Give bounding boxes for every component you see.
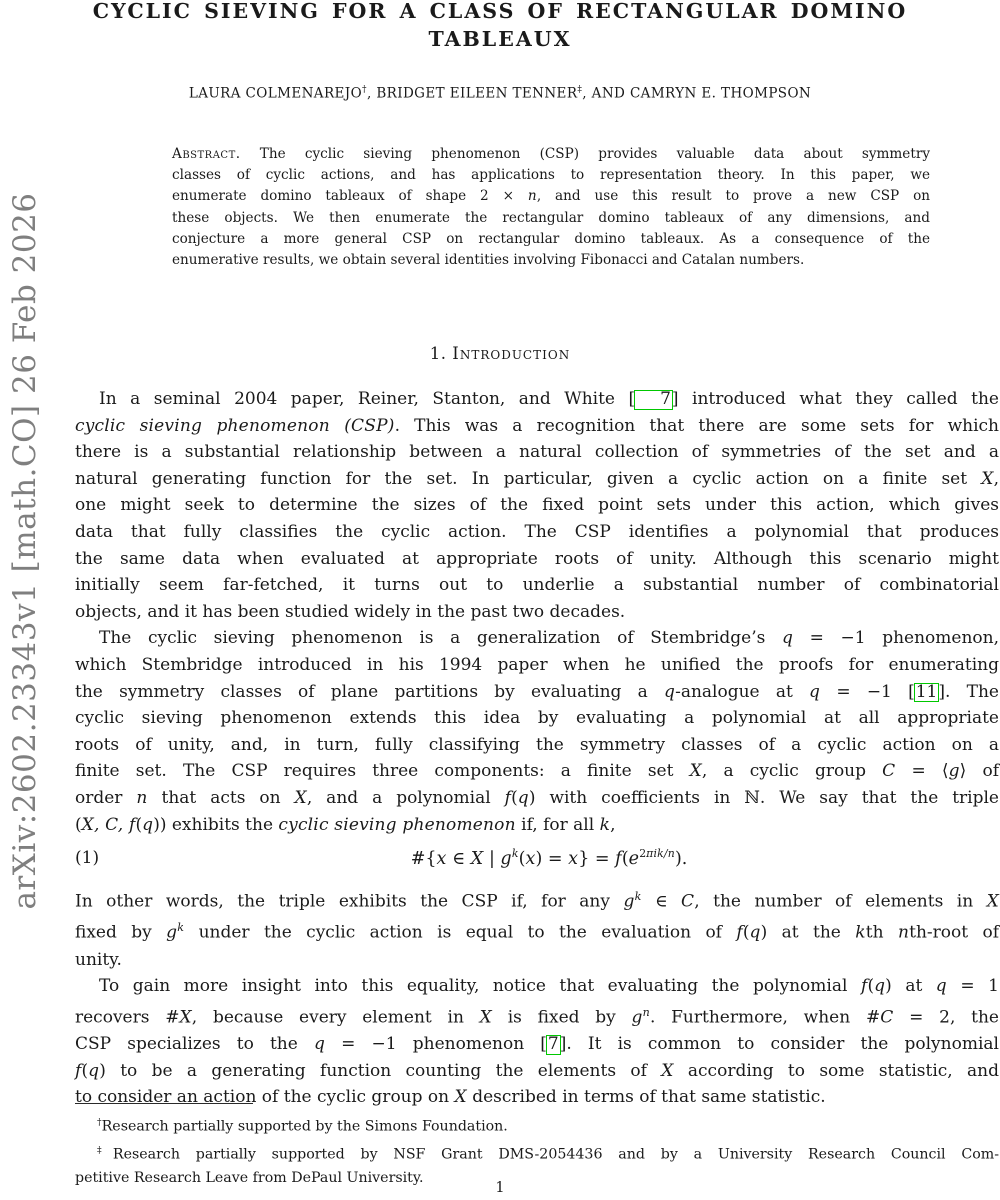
abstract-line: enumerative results, we obtain several identities involving Fibonacci and Catalan numbers.	[172, 252, 805, 269]
equation-1	[75, 843, 999, 872]
text-line: objects, and it has been studied widely in the past two decades.	[75, 601, 626, 622]
page-number: 1	[495, 1180, 505, 1196]
paragraph-4	[75, 973, 999, 1111]
text-line: initially seem far-fetched, it turns out to underlie a substantial number of combinatorial	[75, 575, 999, 596]
footnote-rule	[75, 1103, 253, 1104]
text-line: CSP specializes to the q = −1 phenomenon [7]. It is common to consider the polynomial	[75, 1034, 999, 1055]
footnote-lines	[75, 1111, 999, 1190]
paper-title-line: CYCLIC SIEVING FOR A CLASS OF RECTANGULAR DOMINO	[92, 0, 908, 23]
paragraph-2	[75, 625, 999, 838]
section-title: Introduction	[452, 344, 571, 363]
footnotes-block	[75, 1103, 999, 1190]
section-heading	[0, 344, 1000, 363]
text-line: In other words, the triple exhibits the CSP if, for any $g^k$ ∈ C, the number of elements in X	[75, 890, 999, 912]
text-line: there is a substantial relationship between a natural collection of symmetries of the set and a	[75, 442, 999, 463]
citation-link-11[interactable]: 11	[915, 681, 938, 702]
abstract-line: enumerate domino tableaux of shape 2 × n, and use this result to prove a new CSP on	[172, 188, 931, 205]
text-line: which Stembridge introduced in his 1994 paper when he unified the proofs for enumerating	[75, 654, 999, 675]
footnote-line: ‡Research partially supported by NSF Grant DMS-2054436 and by a University Research Council Com-	[97, 1145, 999, 1163]
paper-title-line: TABLEAUX	[428, 27, 572, 51]
paper-title	[0, 0, 1000, 53]
footnote-line: petitive Research Leave from DePaul University.	[75, 1170, 424, 1187]
equation-number: (1)	[75, 847, 100, 868]
abstract-label: Abstract.	[172, 146, 241, 162]
abstract-line: Abstract. The cyclic sieving phenomenon (CSP) provides valuable data about symmetry	[172, 146, 930, 162]
text-line: one might seek to determine the sizes of the fixed point sets under this action, which gives	[75, 495, 999, 516]
abstract-line: conjecture a more general CSP on rectangular domino tableaux. As a consequence of the	[172, 230, 930, 247]
text-line: natural generating function for the set. In particular, given a cyclic action on a finite set X,	[75, 468, 999, 489]
text-line: (X, C, f(q)) exhibits the cyclic sieving phenomenon if, for all k,	[75, 814, 616, 835]
equation-body: #{x ∈ X | $g^k(x) = x\} = f(e^{2\pi ik/n})$.	[410, 846, 688, 869]
authors-line: LAURA COLMENAREJO†, BRIDGET EILEEN TENNER‡, AND CAMRYN E. THOMPSON	[188, 85, 812, 102]
paragraph-3	[75, 884, 999, 973]
text-line: roots of unity, and, in turn, fully classifying the symmetry classes of a cyclic action on a	[75, 734, 999, 755]
footnote-line: †Research partially supported by the Simons Foundation.	[97, 1117, 508, 1135]
body-text	[75, 386, 999, 1111]
paragraph-1	[75, 386, 999, 625]
text-line: cyclic sieving phenomenon (CSP). This was a recognition that there are some sets for which	[75, 415, 1000, 436]
text-line: finite set. The CSP requires three components: a finite set X, a cyclic group C = ⟨g⟩ of	[75, 761, 999, 782]
citation-link-7[interactable]: 7	[634, 390, 673, 410]
text-line: The cyclic sieving phenomenon is a generalization of Stembridge’s q = −1 phenomenon,	[99, 628, 999, 649]
section-number: 1.	[429, 344, 447, 363]
text-line: unity.	[75, 949, 122, 970]
text-line: To gain more insight into this equality, notice that evaluating the polynomial f(q) at q = 1	[99, 976, 999, 997]
abstract-line: classes of cyclic actions, and has applications to representation theory. In this paper, we	[172, 167, 930, 184]
text-line: data that fully classifies the cyclic action. The CSP identifies a polynomial that produces	[75, 521, 999, 542]
text-line: order n that acts on X, and a polynomial f(q) with coefficients in ℕ. We say that the triple	[75, 787, 999, 808]
text-line: recovers #X, because every element in X is fixed by $g^n$. Furthermore, when #C = 2, the	[75, 1005, 999, 1028]
text-line: cyclic sieving phenomenon extends this idea by evaluating a polynomial at all appropriate	[75, 708, 999, 729]
arxiv-stamp: arXiv:2602.23343v1 [math.CO] 26 Feb 2026	[7, 192, 43, 910]
text-line: the symmetry classes of plane partitions by evaluating a q-analogue at q = −1 [11]. The	[75, 681, 999, 702]
text-line: fixed by $g^k$ under the cyclic action is equal to the evaluation of f(q) at the kth nth-root of	[75, 921, 1000, 943]
text-line: the same data when evaluated at appropriate roots of unity. Although this scenario might	[75, 548, 999, 569]
citation-link-7b[interactable]: 7	[547, 1034, 559, 1055]
text-line: In a seminal 2004 paper, Reiner, Stanton, and White [ 7] introduced what they called the	[99, 389, 999, 409]
abstract-line: these objects. We then enumerate the rectangular domino tableaux of any dimensions, and	[172, 209, 930, 226]
text-line: f(q) to be a generating function counting the elements of X according to some statistic, and	[75, 1060, 999, 1081]
text-line: to consider an action of the cyclic group on X described in terms of that same statistic.	[75, 1087, 826, 1108]
abstract-block	[172, 144, 930, 271]
